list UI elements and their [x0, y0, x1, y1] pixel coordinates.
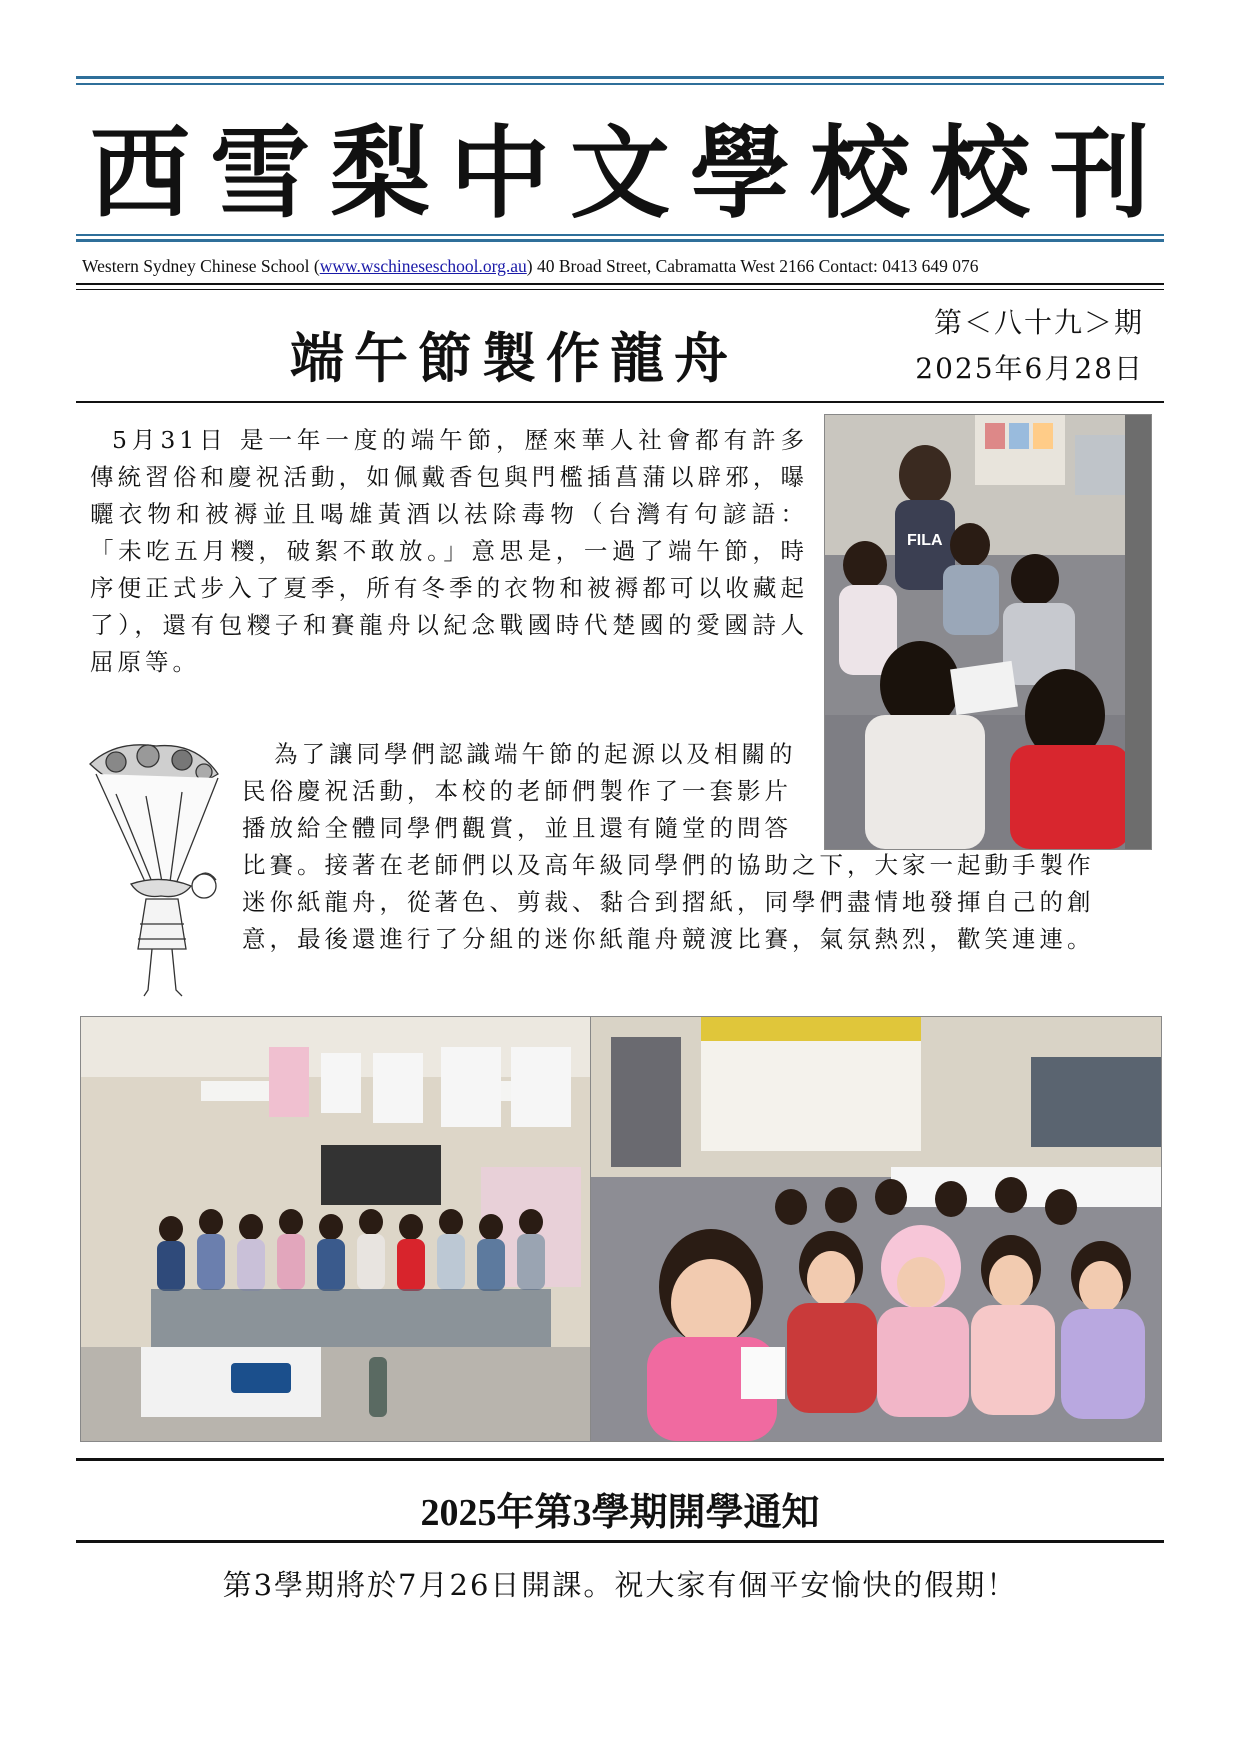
masthead-rule	[76, 239, 1164, 242]
fila-logo: FILA	[907, 532, 943, 549]
notice-title: 2025年第3學期開學通知	[420, 1492, 820, 1534]
notice-bottom-rule	[76, 1540, 1164, 1543]
paragraph-2-line: 播放給全體同學們觀賞，並且還有隨堂的問答	[242, 814, 792, 842]
paragraph-2-line: 意，最後還進行了分組的迷你紙龍舟競渡比賽，氣氛熱烈，歡笑連連。	[242, 925, 1095, 953]
boats-photo-svg	[591, 1017, 1161, 1441]
paragraph-2-line: 比賽。接著在老師們以及高年級同學們的協助之下，大家一起動手製作	[242, 851, 1095, 879]
contact-line	[82, 255, 1162, 277]
top-rule	[76, 76, 1164, 79]
paragraph-2-line: 民俗慶祝活動，本校的老師們製作了一套影片	[242, 777, 792, 805]
issue-number: 第＜八十九＞期	[933, 306, 1144, 339]
top-rule-thin	[76, 83, 1164, 85]
article-headline: 端午節製作龍舟	[290, 326, 738, 390]
issue-date: 2025年6月28日	[915, 352, 1144, 385]
contact-rule-thin	[76, 289, 1164, 290]
class-photo-svg	[81, 1017, 591, 1441]
notice-body: 第3學期將於7月26日開課。祝大家有個平安愉快的假期！	[222, 1568, 1018, 1602]
website-link[interactable]: www.wschineseschool.org.au	[319, 256, 527, 276]
contact-rule	[76, 283, 1164, 285]
article-paragraph-1: 5月31日 是一年一度的端午節，歷來華人社會都有許多傳統習俗和慶祝活動，如佩戴香包與門檻插菖蒲以辟邪，曝曬衣物和被褥並且喝雄黃酒以祛除毒物（台灣有句諺語：「未吃五月糭，破絮不敢放。」意思是，一過了端午節，時序便正式步入了夏季，所有冬季的衣物和被褥都可以收藏起了），還有包糭子和賽龍舟以紀念戰國時代楚國的愛國詩人屈原等。	[90, 426, 808, 676]
notice-top-rule	[76, 1458, 1164, 1461]
paragraph-2-line: 迷你紙龍舟，從著色、剪裁、黏合到摺紙，同學們盡情地發揮自己的創	[242, 888, 1095, 916]
masthead-rule-thin	[76, 234, 1164, 236]
masthead-title: 西雪梨中文學校校刊	[90, 114, 1170, 232]
headline-rule	[76, 401, 1164, 403]
girl-holding-flower-bouquet-sketch	[86, 734, 226, 1006]
sketch-svg	[86, 734, 226, 1006]
issue-info	[884, 300, 1144, 392]
paragraph-2-line: 為了讓同學們認識端午節的起源以及相關的	[274, 740, 797, 768]
article-paragraph-2	[242, 736, 1142, 958]
students-with-paper-boats-photo	[590, 1016, 1162, 1442]
address-contact: ) 40 Broad Street, Cabramatta West 2166 Contact: 0413 649 076	[526, 256, 979, 276]
school-name-en: Western Sydney Chinese School (	[82, 256, 320, 276]
class-group-photo	[80, 1016, 592, 1442]
